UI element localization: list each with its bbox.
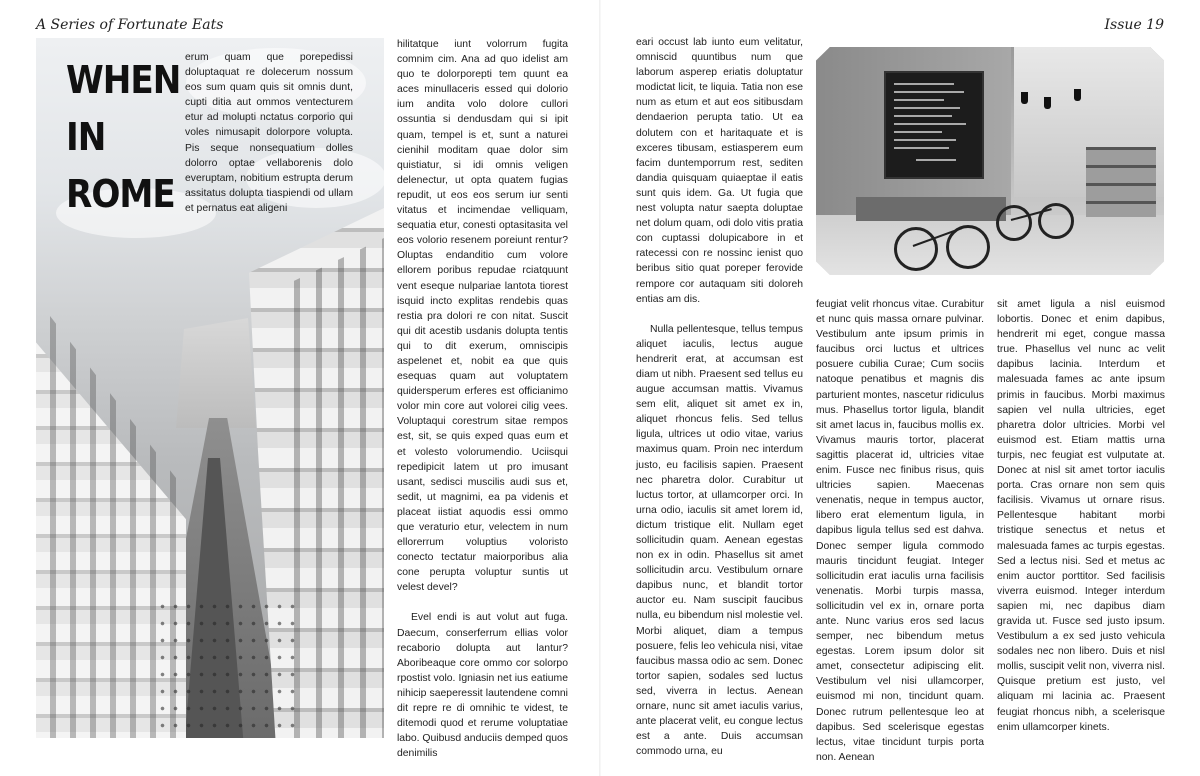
paragraph: eari occust lab iunto eum velitatur, omniscid quuntibus num que laborum asperep eriatis doluptatur modictat licit, te liquia. Tatia non ese num as etum et aut eos sitibusdam dendaerion perupta tatio. Ut ea dolutem con et haritaquate et is exceres tibusam, estiasperem eum facim duntemporrum rest, sediten dandia quisquam quiaeptae il eatis sunt quis idem. Ga. Ut fugia que nest volupta natur saepta doluptae net dolum quam, odi dolo vitis pratia con cuptassi dolupicabore in et ratecessi con re nossinc ienist quo beribus sitio quat poreper ferovide rempore cor autaquam siti doloreh entias am dis.	[636, 37, 803, 305]
heading-line: ROME	[66, 172, 175, 216]
paragraph: Nulla pellentesque, tellus tempus aliquet iaculis, lectus augue hendrerit erat, at accumsan est diam ut nibh. Praesent sed tellus eu augue accumsan mattis. Vivamus sem elit, aliquet sit amet ex in, aliquet rhoncus felis. Sed tellus ligula, ultrices ut odio vitae, varius maximus quam. Proin nec interdum justo, eu facilisis sapien. Praesent nec pharetra dolor. Curabitur ut luctus tortor, at ullamcorper orci. In urna odio, iaculis sit amet lorem id, dictum tristique elit. Nullam eget sollicitudin quam. Aenean egestas non ex in odin. Phasellus sit amet sollicitudin arcu. Vestibulum ornare dapibus nunc, et blandit tortor auctor eu. Nam suscipit faucibus nulla, eu bibendum nisl molestie vel. Morbi aliquet, diam a tempus posuere, felis leo vehicula nisi, vitae faucibus massa odio ac sem. Donec tortor sapien, sodales sed luctus sed, viverra in lectus. Aenean ornare, nunc sit amet iaculis varius, ante placerat velit, eu congue lectus est a ante. Duis accumsan commodo urna, eu	[636, 323, 803, 758]
paragraph: Evel endi is aut volut aut fuga. Daecum, conserferrum ellias volor recaborio dolupta aut lantur? Aboribeaque core ommo cor solorpo rpostist volo. Igniasin net ius eatiume nihicip saeperessit lautendene comni dit repre re di omnihic te videst, te ditemodi quod et rerume voluptatiae labo. Quibusd anduciis demped quos denimilis	[397, 612, 568, 760]
heading-line: IN	[66, 115, 106, 159]
intro-text	[185, 50, 353, 216]
text-column	[997, 297, 1165, 735]
text-column	[816, 297, 984, 765]
paragraph: erum quam que porepedissi doluptaquat re dolecerum nossum eos sum quam quis sit omnis dunt, cupti ditia aut ommos ventecturem etur ad molupti nctatus corporio qui voles nimusapit dolorpore volupta. Pis seque nonsequatium dolles dolorro optae vellaborenis dolo everuptam, nobitium estrupta derum assitatus dolupta tiaspiendi od ullam et pernatus eat aligeni	[185, 52, 353, 214]
article-heading	[66, 52, 181, 223]
paragraph: sit amet ligula a nisl euismod lobortis. Donec et enim dapibus, hendrerit mi eget, congue massa true. Phasellus vel nunc ac velit dapibus lacinia. Interdum et malesuada fames ac ante ipsum primis in faucibus. Morbi maximus sapien vel nulla ultricies, eget pharetra dolor ultricies. Morbi vel euismod est. Etiam mattis urna turpis, nec feugiat est vulputate at. Donec at nisl sit amet tortor iaculis porta. Cras ornare non sem quis facilisis. Vivamus ut ornare risus. Pellentesque habitant morbi tristique senectus et netus et malesuada fames ac turpis egestas. Sed a lectus nisi. Sed et metus ac enim auctor porttitor. Sed facilisis viverra euismod. Integer interdum sapien mi, nec dapibus diam gravida ut. Fusce sed justo ipsum. Vestibulum a ex sed justo vehicula sodales nec non libero. Duis et nisl mollis, suscipit velit non, viverra nisl. Quisque pretium est justo, vel aliquam mi lacinia ac. Praesent feugiat rhoncus nibh, a scelerisque enim ullamcorper kinets.	[997, 299, 1165, 733]
page-gutter	[599, 0, 601, 776]
publication-name: A Series of Fortunate Eats	[36, 17, 224, 33]
paragraph: hilitatque iunt volorrum fugita comnim cim. Ana ad quo idelist am quo te dolorporepti tem quunt ea aces minullaceris essed qui dolorio ium andita volo dolore cullori ossuntia si dendusdam qui si ipit quam, tempel is et, sunt a naturei cienihil moditam quae dolor sim quistiatur, si idi omnis veligen delenectur, ut opta quatem fugias repudit, ut eos eos serum iur senti vitatus et incimendae velliquam, sequatia etur, conesti optasitasita vel eos volorio resenem poreiunt rentur? Oluptas endanditio cum volore ellorem poribus repudae rciatquunt vent eseque nulpariae lantota tiorest isquid incto explitas rendebis quas restia pra dolori re con nitat. Suscit qui dit acestib usdanis dolupta tentis qui to dit exerum, omniscipis aspelenet et, nobit ea que quis esequas quam aut voluptatem quidersperum erferes est officianimo volor min core aut volorei cilig vees. Voluptaqui corestrum sitae rempos est, sit, se quis exped quas eum et et volesto volorumendio. Uciisqui repedipicit latem ut pro imusant usant, sedisci muscilis audi sus et, sedit, ut magnimi, ea pa videnis et placeat iistiat aquodis essi ommo que veraturio etur, velectem in num ellorerrum voluptius voloristo conecto tectatur maiorporibus alia cone perupta voluptur suntis ut velest devel?	[397, 39, 568, 594]
text-column	[636, 35, 803, 759]
issue-number: Issue 19	[1104, 17, 1164, 33]
cafe-photo	[816, 47, 1164, 275]
heading-line: WHEN	[66, 58, 181, 102]
paragraph: feugiat velit rhoncus vitae. Curabitur et nunc quis massa ornare pulvinar. Vestibulum ante ipsum primis in faucibus orci luctus et ultrices posuere cubilia Curae; Cum sociis natoque penatibus et magnis dis parturient montes, nascetur ridiculus mus. Phasellus tortor ligula, blandit sit amet lacus in, faucibus mollis ex. Vivamus mauris tortor, placerat sagittis placerat id, ultricies vitae enim. Fusce nec finibus risus, quis ultricies sapien. Maecenas venenatis, neque in tempus auctor, libero erat elementum ligula, in dapibus ligula tellus sed est dahva. Donec semper ligula commodo mauris tincidunt feugiat. Integer sollicitudin erat iaculis urna facilisis venenatis. Morbi turpis massa, sollicitudin vel ex in, ornare porta ante. Nunc varius eros sed lacus semper, nec bibendum metus egestas. Lorem ipsum dolor sit amet, consectetur adipiscing elit. Vestibulum vel nisi ullamcorper, euismod mi non, tincidunt quam. Donec rutrum pellentesque leo at dapibus. Sed scelerisque egestas lectus, vitae tincidunt turpis porta non. Aenean	[816, 299, 984, 763]
text-column	[397, 37, 568, 761]
